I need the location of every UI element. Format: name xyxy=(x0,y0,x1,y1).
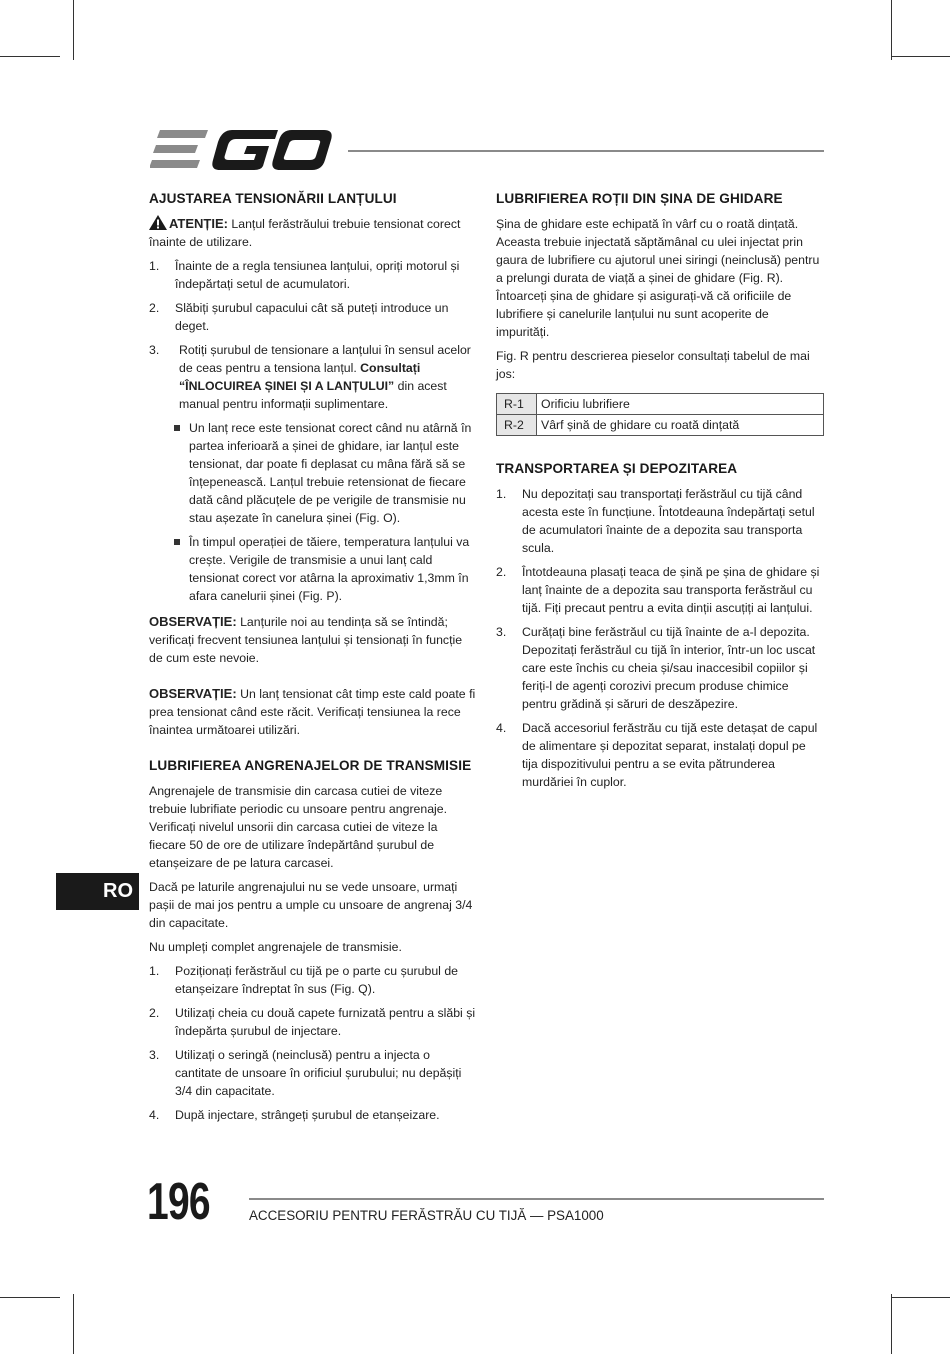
list-item xyxy=(496,623,824,713)
section-title-guide-bar-lubrication: LUBRIFIEREA ROȚII DIN ȘINA DE GHIDARE xyxy=(496,191,783,206)
crop-mark xyxy=(891,0,892,60)
step-text: din acest manual pentru informații suplimentare. xyxy=(179,379,447,411)
right-column xyxy=(496,190,824,797)
bullet-item xyxy=(189,419,477,527)
list-item xyxy=(149,1046,477,1100)
warning-paragraph xyxy=(149,215,477,251)
note-text: Lanțurile noi au tendința să se întindă; verificați frecvent tensiunea lanțului și tensionați în funcție de cum este nevoie. xyxy=(149,615,463,665)
list-item xyxy=(149,341,477,413)
step-text: Rotiți șurubul de tensionare a lanțului în sensul acelor de ceas pentru a tensiona lanțul. xyxy=(179,343,471,375)
table-row xyxy=(497,394,824,415)
section-title-chain-tension: AJUSTAREA TENSIONĂRII LANȚULUI xyxy=(149,191,397,206)
list-item xyxy=(496,719,824,791)
list-item xyxy=(149,1004,477,1040)
step-number: 3. xyxy=(149,1048,160,1062)
note-text: Un lanț tensionat cât timp este cald poate fi prea tensionat când este răcit. Verificați tensiunea la rece înaintea următoarei utilizări. xyxy=(149,687,476,737)
step-text: Utilizați o seringă (neinclusă) pentru a injecta o cantitate de unsoare în orificiul șurubului; nu depășiți 3/4 din capacitate. xyxy=(175,1048,462,1098)
storage-steps xyxy=(496,485,824,791)
list-item xyxy=(149,299,477,335)
list-item xyxy=(149,257,477,293)
square-bullet-icon xyxy=(174,425,180,431)
parts-table xyxy=(496,393,824,436)
step-number: 4. xyxy=(149,1108,160,1122)
bullet-text: În timpul operației de tăiere, temperatura lanțului va crește. Verigile de transmisie a unui lanț cald tensionat corect vor atârna la aproximativ 1,3mm în afara canelurii șinei (Fig. P). xyxy=(189,535,470,603)
crop-mark xyxy=(0,56,60,57)
body-paragraph: Dacă pe laturile angrenajului nu se vede unsoare, urmați pașii de mai jos pentru a umple cu unsoare de angrenaj 3/4 din capacitate. xyxy=(149,880,473,930)
step-text: Curățați bine ferăstrăul cu tijă înainte de a-l depozita. Depozitați ferăstrăul cu tijă în interior, într-un loc uscat care este închis cu cheia și/sau inaccesibil copiilor și feriți-l de agenți corozivi precum produse chimice pentru grădină și săruri de deszăpezire. xyxy=(522,625,816,711)
crop-mark xyxy=(892,1297,950,1298)
note-paragraph xyxy=(149,613,477,667)
table-cell-code: R-1 xyxy=(497,394,537,415)
crop-mark xyxy=(73,0,74,60)
step-number: 3. xyxy=(496,625,507,639)
step-text: Utilizați cheia cu două capete furnizată pentru a slăbi și îndepărta șurubul de injectare. xyxy=(175,1006,476,1038)
step-text: Poziționați ferăstrăul cu tijă pe o parte cu șurubul de etanșeizare îndreptat în sus (Fig. Q). xyxy=(175,964,458,996)
step-text: Înainte de a regla tensiunea lanțului, opriți motorul și îndepărtați setul de acumulatori. xyxy=(175,259,460,291)
note-label: OBSERVAȚIE: xyxy=(149,686,237,701)
step-text: Întotdeauna plasați teaca de șină pe șina de ghidare și lanț înainte de a depozita sau transporta ferăstrăul cu tijă. Fiți precaut pentru a evita dinții ascuțiți ai lanțului. xyxy=(522,565,820,615)
header-rule xyxy=(348,150,824,152)
note-paragraph xyxy=(149,685,477,739)
language-tab: RO xyxy=(56,873,139,910)
body-paragraph: Nu umpleți complet angrenajele de transmisie. xyxy=(149,940,402,954)
table-cell-code: R-2 xyxy=(497,415,537,436)
gear-steps xyxy=(149,962,477,1124)
tension-steps xyxy=(149,257,477,413)
step-number: 4. xyxy=(496,721,507,735)
footer-rule xyxy=(249,1198,824,1200)
page-number: 196 xyxy=(147,1173,210,1231)
warning-label: ATENȚIE: xyxy=(169,216,228,231)
warning-text: Lanțul ferăstrăului trebuie tensionat corect înainte de utilizare. xyxy=(149,217,461,249)
list-item xyxy=(496,563,824,617)
crop-mark xyxy=(0,1297,60,1298)
list-item xyxy=(149,962,477,998)
note-label: OBSERVAȚIE: xyxy=(149,614,237,629)
list-item xyxy=(496,485,824,557)
step-text: Dacă accesoriul ferăstrău cu tijă este detașat de capul de alimentare și depozitat separat, instalați dopul pe tija dispozitivului pentru a se evita pătrunderea murdăriei în cuplor. xyxy=(522,721,818,789)
bullet-text: Un lanț rece este tensionat corect când nu atârnă în partea inferioară a șinei de ghidare, iar lanțul este tensionat, dar poate fi deplasat cu mâna fără să se înțepenească. Lanțul trebuie retensionat de fiecare dată când plăcuțele de pe verigile de transmisie nu stau așezate în canelura șinei (Fig. O). xyxy=(189,421,472,525)
step-number: 1. xyxy=(149,259,160,273)
step-number: 2. xyxy=(149,1006,160,1020)
square-bullet-icon xyxy=(174,539,180,545)
ego-logo xyxy=(150,128,332,172)
step-text: După injectare, strângeți șurubul de etanșeizare. xyxy=(175,1108,440,1122)
warning-triangle-icon xyxy=(149,215,167,229)
crop-mark xyxy=(73,1294,74,1354)
body-paragraph: Șina de ghidare este echipată în vârf cu o roată dințată. Aceasta trebuie injectată săptămânal cu ulei injectat prin gaura de lubrifiere cu ajutorul unei siringi (neinclusă) pentru a prelungi durata de viață a șinei de ghidare (Fig. R). Întoarceți șina de ghidare și asigurați-vă că orificiile de lubrifiere și canelurile lanțului nu sunt acoperite de impurități. xyxy=(496,217,820,339)
section-title-transport-storage: TRANSPORTAREA ȘI DEPOZITAREA xyxy=(496,461,738,476)
tension-bullets xyxy=(149,419,477,605)
crop-mark xyxy=(891,1294,892,1354)
step-text: Slăbiți șurubul capacului cât să puteți introduce un deget. xyxy=(175,301,449,333)
table-cell-description: Orificiu lubrifiere xyxy=(537,394,824,415)
bullet-item xyxy=(189,533,477,605)
step-text: Nu depozitați sau transportați ferăstrăul cu tijă când acesta este în funcțiune. Întotdeauna îndepărtați setul de acumulatori înainte de a depozita sau transporta scula. xyxy=(522,487,815,555)
step-number: 2. xyxy=(496,565,507,579)
left-column xyxy=(149,190,477,1130)
list-item xyxy=(149,1106,477,1124)
section-title-gear-lubrication: LUBRIFIEREA ANGRENAJELOR DE TRANSMISIE xyxy=(149,758,472,773)
table-row xyxy=(497,415,824,436)
body-paragraph: Angrenajele de transmisie din carcasa cutiei de viteze trebuie lubrifiate periodic cu unsoare pentru angrenaje. Verificați nivelul unsorii din carcasa cutiei de viteze la fiecare 50 de ore de utilizare îndepărtând șurubul de etanșeizare de pe latura carcasei. xyxy=(149,784,448,870)
step-number: 2. xyxy=(149,301,160,315)
step-number: 3. xyxy=(149,343,160,357)
footer-title: ACCESORIU PENTRU FERĂSTRĂU CU TIJĂ — PSA1000 xyxy=(249,1208,604,1223)
step-reference: Consultați “ÎNLOCUIREA ȘINEI ȘI A LANȚULUI” xyxy=(179,361,421,393)
step-number: 1. xyxy=(496,487,507,501)
body-paragraph: Fig. R pentru descrierea pieselor consultați tabelul de mai jos: xyxy=(496,349,810,381)
crop-mark xyxy=(892,56,950,57)
table-cell-description: Vârf șină de ghidare cu roată dințată xyxy=(537,415,824,436)
step-number: 1. xyxy=(149,964,160,978)
